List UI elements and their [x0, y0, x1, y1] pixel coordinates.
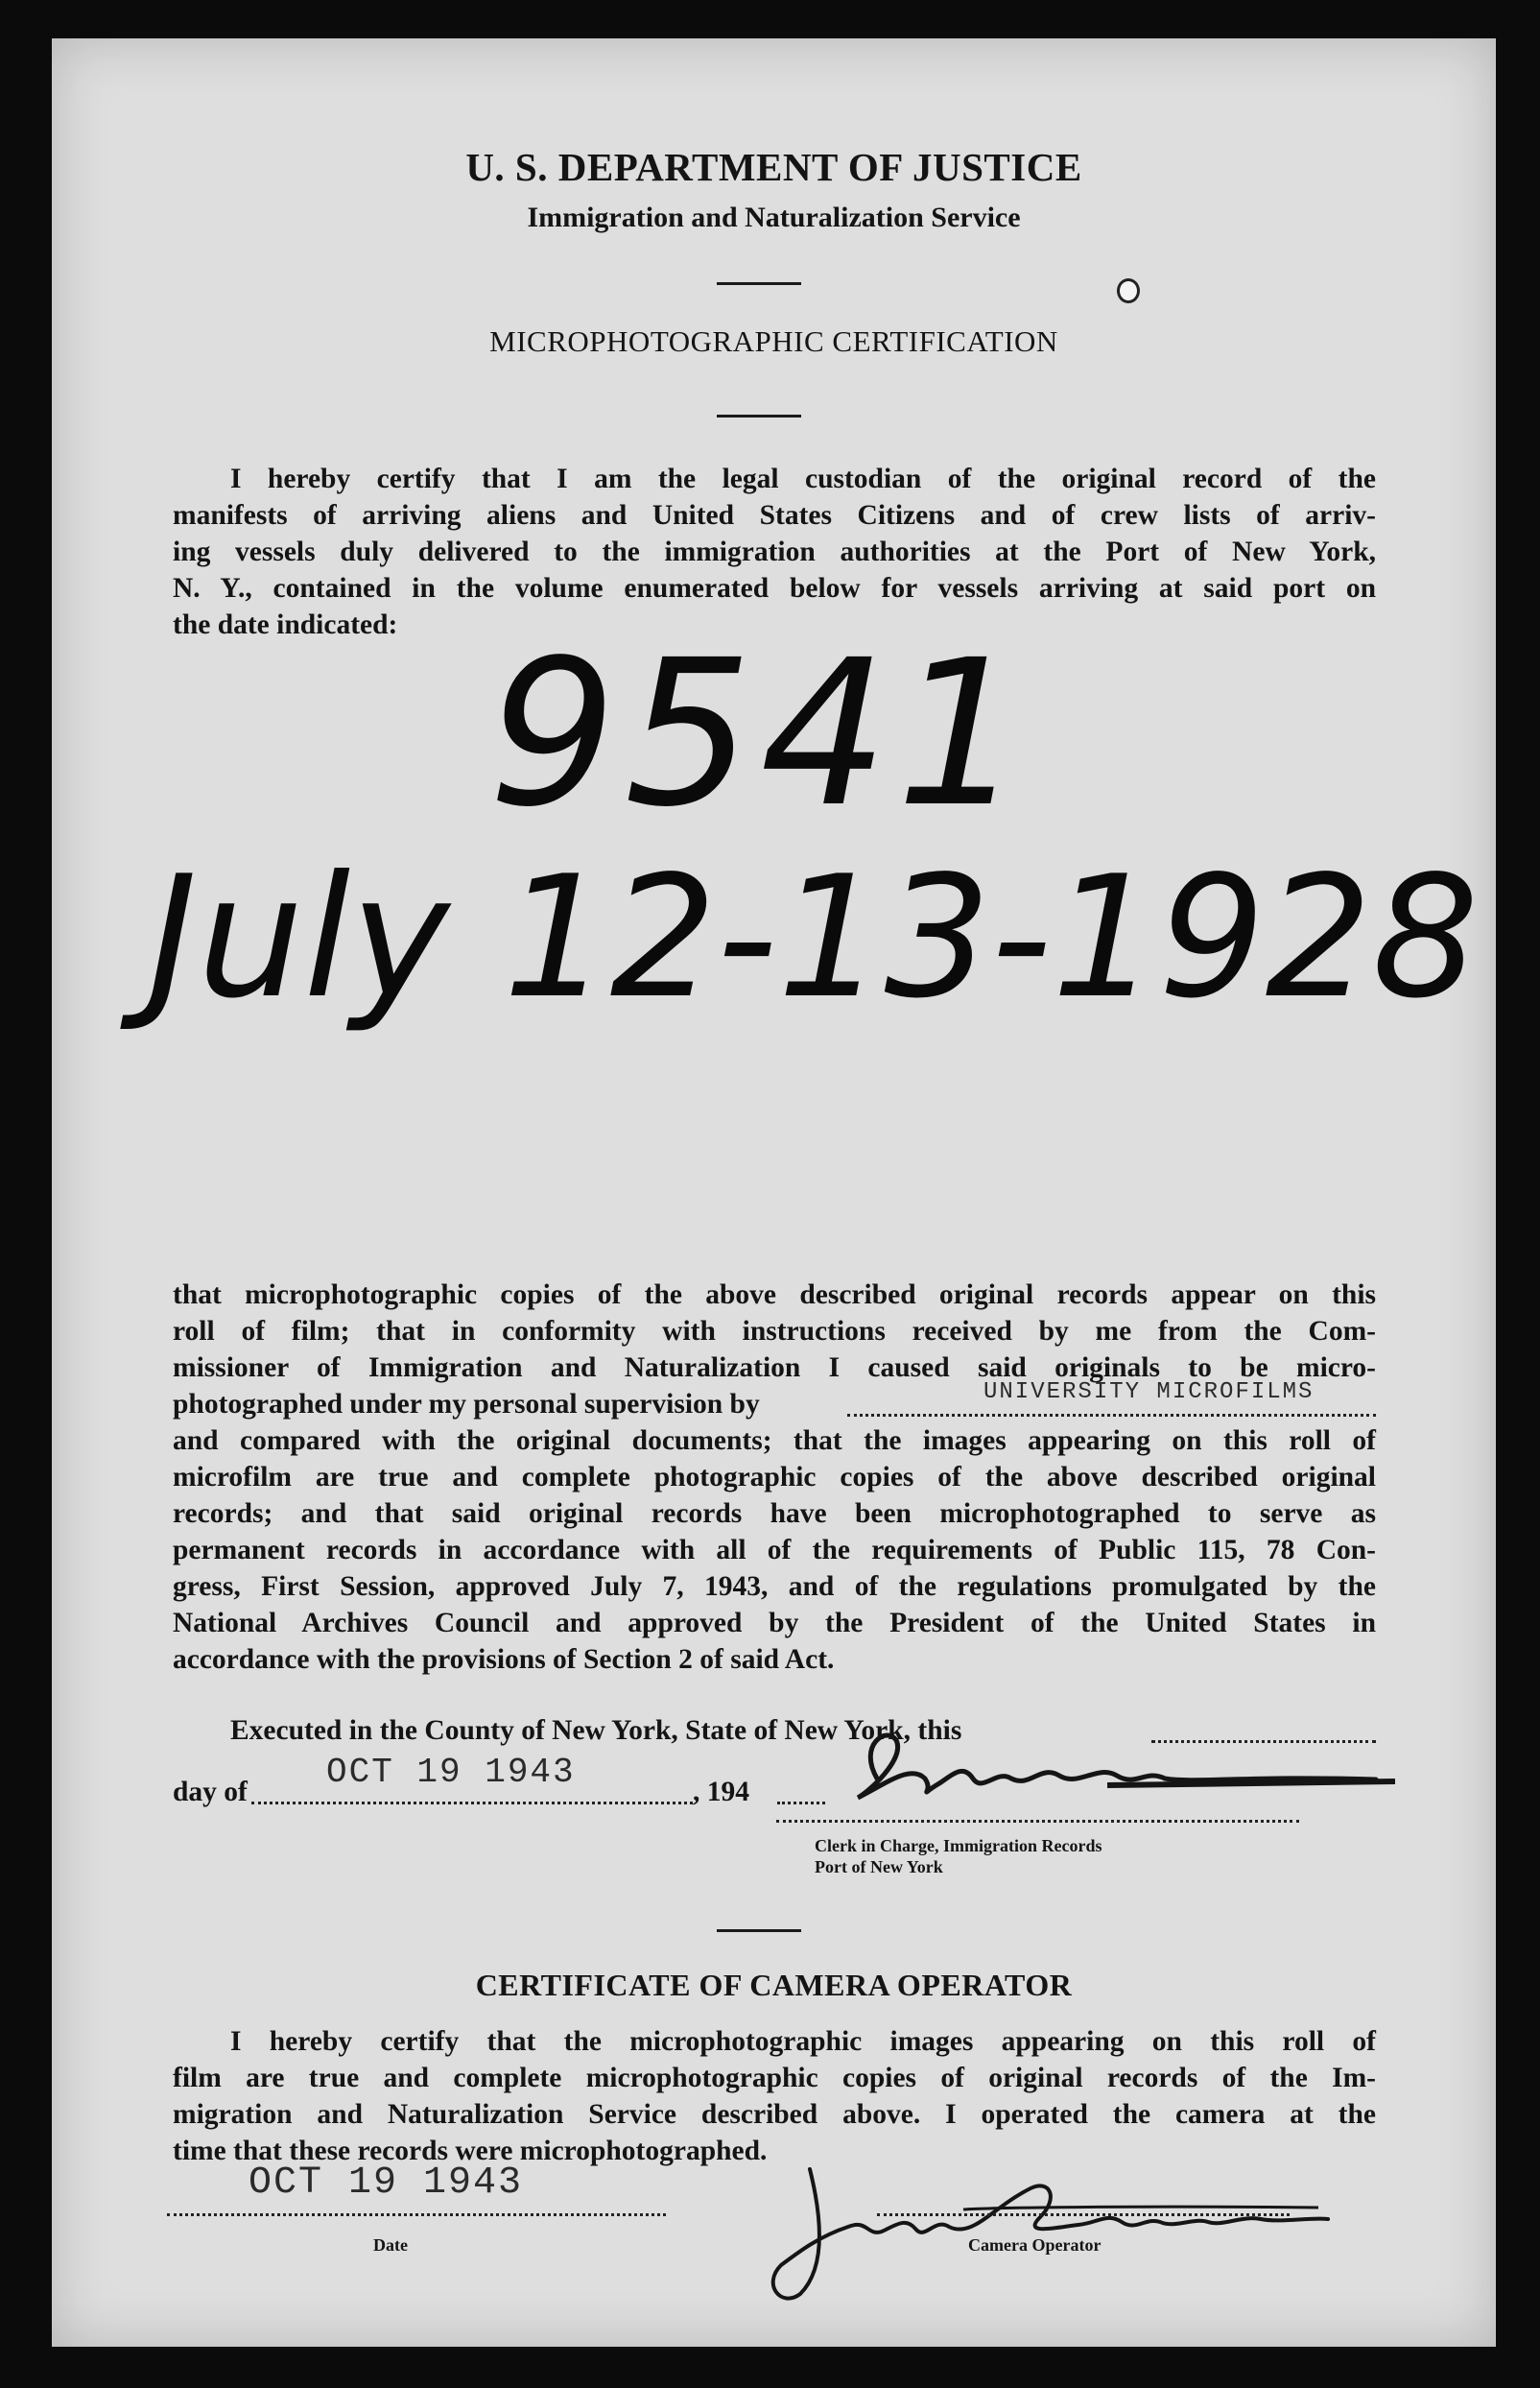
handwritten-date: July 12-13-1928	[148, 841, 1480, 1036]
custodian-line-4: N. Y., contained in the volume enumerated below for vessels arriving at said port on	[173, 573, 1376, 604]
camera-date-label: Date	[373, 2235, 408, 2255]
compliance-paragraph	[173, 1277, 1376, 1678]
camera-operator-label: Camera Operator	[968, 2235, 1102, 2255]
compliance-line-8: permanent records in accordance with all of the requirements of Public 115, 78 Con-	[173, 1535, 1376, 1565]
divider-second	[717, 415, 801, 418]
camera-date-line	[167, 2213, 666, 2216]
compliance-line-10: National Archives Council and approved by the President of the United States in	[173, 1608, 1376, 1638]
camera-certificate-title: CERTIFICATE OF CAMERA OPERATOR	[475, 1968, 1073, 2002]
handwritten-volume-number: 9541	[488, 616, 1032, 851]
camera-line-4: time that these records were microphotographed.	[173, 2136, 768, 2166]
clerk-signature-line	[776, 1820, 1299, 1823]
compliance-line-6: microfilm are true and complete photographic copies of the above described original	[173, 1462, 1376, 1492]
compliance-line-9: gress, First Session, approved July 7, 1943, and of the regulations promulgated by the	[173, 1571, 1376, 1602]
camera-operator-line	[877, 2213, 1290, 2216]
camera-date-stamp: OCT 19 1943	[249, 2161, 524, 2205]
compliance-line-4	[173, 1379, 1376, 1422]
divider-camera	[717, 1929, 801, 1932]
executed-text: Executed in the County of New York, State of New York, this	[230, 1715, 962, 1746]
compliance-line-1: that microphotographic copies of the above described original records appear on this	[173, 1279, 1376, 1310]
custodian-line-2: manifests of arriving aliens and United States Citizens and of crew lists of arriv-	[173, 500, 1376, 531]
year-prefix: , 194	[693, 1777, 749, 1807]
custodian-line-3: ing vessels duly delivered to the immigration authorities at the Port of New York,	[173, 537, 1376, 567]
custodian-line-1: I hereby certify that I am the legal custodian of the original record of the	[230, 464, 1376, 494]
camera-certificate-paragraph	[173, 2023, 1376, 2169]
clerk-office: Port of New York	[815, 1857, 943, 1876]
agency-heading: U. S. DEPARTMENT OF JUSTICE	[465, 145, 1082, 189]
day-of-line	[173, 1753, 844, 1810]
divider-top	[717, 282, 801, 285]
clerk-title: Clerk in Charge, Immigration Records	[815, 1836, 1102, 1855]
compliance-line-3: missioner of Immigration and Naturalization I caused said originals to be micro-	[173, 1352, 1376, 1383]
camera-line-3: migration and Naturalization Service described above. I operated the camera at the	[173, 2099, 1376, 2130]
year-dotted-line	[777, 1802, 825, 1804]
compliance-line-5: and compared with the original documents; that the images appearing on this roll of	[173, 1425, 1376, 1456]
certification-title: MICROPHOTOGRAPHIC CERTIFICATION	[489, 324, 1058, 358]
camera-line-2: film are true and complete microphotographic copies of original records of the Im-	[173, 2063, 1376, 2093]
compliance-line-4-text: photographed under my personal supervision by	[173, 1389, 760, 1420]
compliance-line-2: roll of film; that in conformity with instructions received by me from the Com-	[173, 1316, 1376, 1347]
day-of-label: day of	[173, 1777, 248, 1807]
service-subheading: Immigration and Naturalization Service	[527, 202, 1021, 233]
punch-hole	[1117, 278, 1140, 303]
execution-date-stamp: OCT 19 1943	[326, 1753, 576, 1792]
certificate-page	[52, 38, 1496, 2347]
compliance-line-11: accordance with the provisions of Section 2 of said Act.	[173, 1644, 835, 1675]
clerk-signature	[819, 1726, 1414, 1822]
compliance-line-7: records; and that said original records have been microphotographed to serve as	[173, 1498, 1376, 1529]
microfilm-company-stamp: UNIVERSITY MICROFILMS	[983, 1379, 1315, 1405]
custodian-line-5: the date indicated:	[173, 609, 398, 640]
day-of-dotted-line	[251, 1802, 693, 1804]
camera-line-1: I hereby certify that the microphotographic images appearing on this roll of	[230, 2026, 1376, 2057]
microfilm-company-dotted-line	[847, 1414, 1376, 1417]
